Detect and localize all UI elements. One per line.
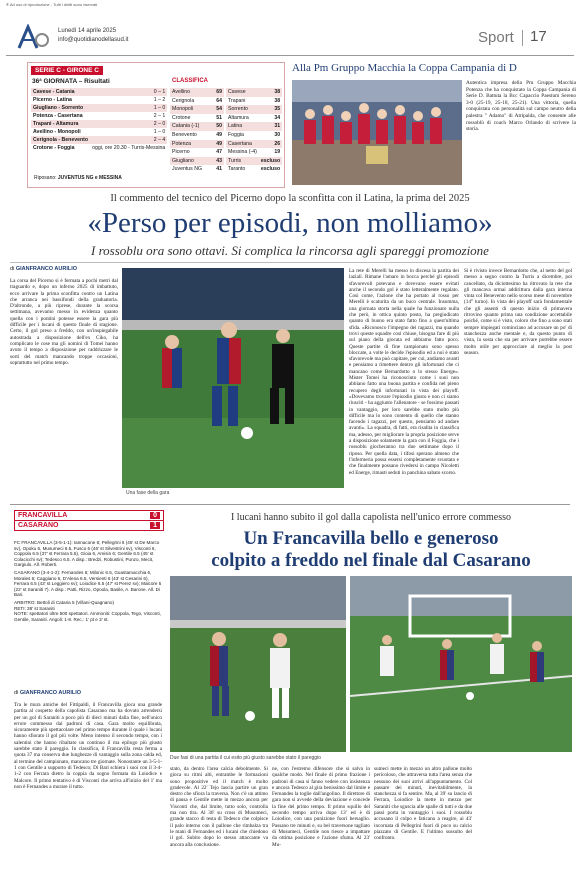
result-row (31, 104, 167, 112)
byline-prefix-2: di (14, 690, 19, 696)
result-match: Trapani - Altamura (31, 120, 90, 128)
result-row (31, 96, 167, 104)
standings-points: 30 (274, 131, 281, 138)
standings-row (170, 105, 224, 114)
copyright-note: ® Ad uso di riproduzione - Tutti i diritti sono riservati (6, 2, 98, 7)
standings-points: 31 (259, 122, 282, 131)
away-team: CASARANO (18, 522, 59, 529)
result-match: Avellino - Monopoli (33, 129, 81, 135)
result-row (31, 128, 167, 136)
result-match: Giugliano - Sorrento (31, 104, 90, 112)
rest-teams: JUVENTUS NG e MESSINA (57, 175, 122, 181)
standings-points: 69 (204, 88, 224, 97)
result-match: Picerno - Latina (33, 97, 72, 103)
result-score: 1 – 0 (153, 129, 166, 135)
standings-row (226, 157, 282, 166)
picerno-match-photo (122, 268, 344, 488)
contact-email: info@quotidianodellasud.it (58, 37, 129, 43)
result-match: Cerignola - Benevento (33, 137, 89, 143)
standings-team: Latina (226, 122, 259, 131)
standings-row (170, 148, 224, 157)
standings-points: 38 (259, 88, 282, 97)
result-row (31, 136, 167, 144)
tabellino-home: FC FRANCAVILLA (3-5-1-1): Iannacone 6; Pellegrini 6 (45' st De Marco sv), Opoku 6, Musumeci 6.5, Fusco 6 (46' st Silvestrini sv), Visconti 6, Coppola 6.5 (37' st Ferrara 5.5), Gioia 6, Amisin 6; Gentile 6.5 (45' st Colacicchi sv); Tedesco 6.5. A disp.: Bredzi, Robustini, Punzo, Mecit, Gargiulo. All. Roberti. (14, 540, 160, 568)
standings-team: Juventus NG (172, 166, 202, 173)
result-row (31, 88, 167, 96)
standings-points: escluso (260, 157, 281, 164)
standings-points: escluso (260, 166, 281, 173)
standings-points: 64 (216, 97, 222, 104)
standings-row (170, 88, 224, 97)
result-score: oggi, ore 20.30 - Turris-Messina (92, 145, 166, 151)
section-name: Sport (478, 29, 514, 46)
result-match: Crotone - Foggia (33, 145, 75, 151)
francavilla-col4: sumeci mette in mezzo un altro pallone molto pericoloso, che attraversa tutta l'area senza che nessuno dei suoi arrivi all'appuntamento. Col passare dei minuti, inevitabilmente, la stanchezza si fa sentire. Ma, al 39' su lancio di Ferrara, Loiodice la mette in mezzo per Saraniti che sguscia alle spalle di tutti e da due passi porta in vantaggio i suoi. I rossoblu accusano il colpo e faticano a reagire, ai 43' incornata di Pellegrini fuori di poco su calcio piazzato di Gentile. E l'ultimo sussulto del confronto. (374, 766, 472, 842)
standings-row (226, 88, 282, 97)
score-row-home (15, 511, 163, 521)
standings-team: Sorrento (226, 105, 259, 114)
results-list (31, 88, 165, 152)
standings-team: Casertana (226, 140, 259, 149)
standings-points: 26 (259, 140, 282, 149)
pm-headline: Alla Pm Gruppo Macchia la Coppa Campania di D (292, 62, 517, 74)
francavilla-headline-2: colpito a freddo nel finale dal Casarano (211, 550, 531, 571)
standings-points: 35 (259, 105, 282, 114)
standings-team: Avellino (170, 88, 204, 97)
standings-team: Cerignola (172, 97, 195, 104)
result-row (31, 120, 167, 128)
masthead-divider (522, 30, 523, 46)
away-score: 1 (150, 522, 160, 529)
standings-row (170, 157, 224, 166)
standings-points: 41 (216, 166, 222, 173)
picerno-col4: Sì è rivisto invece Bernardotto che, al netto del gol messo a segno contro la Turris a dicembre, poi cancellato, da diciottesimo ha ritrovato la rete che gli mancava ormai addirittura dalla gara interna vinta col Benevento nello scorso mese di novembre (14° turno). In vista dei playoff sarà fondamentale che gli assenti di questo inizio di primavera ritrovino quanto prima una condizione accettabile poiché, come si è visto, coloro che fino a sono stati sempre impiegati cominciano ad accusare un po' di stanchezza anche mentale e, da questo punto di vista, la sosta che sta per arrivare potrebbe essere molto utile per approcciare al meglio la post season. (464, 268, 572, 356)
picerno-col3-text: Mister Tomei ha riconosciuto come i suoi non abbiano fatto una buona partita e confida nel pieno recupero degli infortunati in vista dei playoff. «Dovevamo trovare l'episodio giusto e non ci siamo riusciti - ha aggiunto l'allenatore - se fossimo passati in vantaggio, per loro sarebbe stato molto più difficile ma lo sono contento di quello che stanno facendo i ragazzi, per questo, pensiamo ad andare avanti». La squadra, di fatti, era risalita in classifica ma, adesso, per migliorare la propria posizione serve a disposizione solamente la gara con il Foggia, che i rossoblu giocheranno tra due settimane dopo il riposo. Per quella data, i tifosi sperano almeno che l'infermeria possa essersi completamente svuotata e che finalmente possano rivedersi in campo Nicoletti ed Energe, rimasti seduti in panchina sabato scorso. (349, 375, 459, 476)
standings-team: Giugliano (170, 157, 204, 166)
standings-title: CLASSIFICA (172, 78, 208, 84)
standings-left (170, 88, 224, 174)
standings-team: Taranto (228, 166, 246, 173)
standings-row (170, 165, 224, 174)
standings-right (226, 88, 281, 174)
francavilla-col3: ne, con l'estremo difensore che si salva in qualche modo. Nel finale di primo frazione i padroni di casa si fanno vedere con insistenza e ancora Tedesco al gira benissimo dal limite e Fernandes la toglie dall'angolino. Il direttore di gara non si avvede della deviazione e concede la fine del primo tempo. Il primo squillo del secondo tempo arriva dopo 13' ed è di Loiodice, con una punizione fuori bersaglio. Passano tre minuti e, su bel traversone tagliato di Musumeci, Gentile non riesce a impattare da ottima posizione e l'azione sfuma. Al 23' Mu- (272, 766, 370, 848)
standings-row (226, 140, 282, 149)
francavilla-kicker: I lucani hanno subito il gol dalla capolista nell'unico errore commesso (230, 512, 512, 523)
tabellino-away: CASARANO (3-4-1-2): Fernandes 6; Milonic 6.5, Guastamacchia 6, Morales 6; Caggiano 6, D'Alena 6.5, Versienti 6 (43' st Cesarini 6), Ferrara 6.5 (43' st Leggiero sv); Loiodice 6.5 (47' st Perez sv); Malcore 5 (22' st Saraniti 7). A disp.: Patti, Rizzo, Opoola, Basile, A. Barone. All. Di Bari. (14, 569, 162, 598)
scoreboard (14, 510, 164, 531)
pm-team-photo (292, 80, 462, 185)
standings-points: 54 (204, 105, 224, 114)
picerno-byline (10, 266, 77, 272)
standings-team: Foggia (228, 131, 244, 138)
standings-points: 49 (216, 131, 222, 138)
result-score: 2 – 0 (90, 120, 167, 128)
francavilla-photo-2 (350, 576, 572, 752)
picerno-photo-caption: Una fase della gara (126, 490, 170, 496)
standings-team: Trapani (228, 97, 246, 104)
standings-points: 43 (204, 157, 224, 166)
standings-points: 50 (204, 122, 224, 131)
home-score: 0 (150, 512, 160, 519)
page-number: 17 (530, 28, 547, 45)
result-score: 0 – 1 (90, 88, 167, 96)
standings-team: Altamura (228, 114, 249, 121)
francavilla-photo-caption: Due fasi di una partita il cui esito più giusto sarebbe stato il pareggio (170, 755, 321, 761)
standings-row (226, 97, 282, 106)
home-team: FRANCAVILLA (18, 512, 68, 519)
standings-team: Crotone (172, 114, 191, 121)
round-number: 36ª GIORNATA (32, 78, 77, 85)
standings-row (226, 122, 282, 131)
tabellino-notes: NOTE: spettatori oltre 500 spettatori. Ammoniti: Coppola, Tego, Visconti, Gentile, Saraniti. Angoli: 1-8. Rec.: 1' pt e 3' st. (14, 611, 161, 622)
francavilla-photo-1 (170, 576, 346, 752)
result-score: 2 – 1 (153, 113, 166, 119)
picerno-col2-text: La rete di Merelli ha messo in discesa la partita dei laziali. Rimane l'amaro in bocca perché gli episodi sfavorevoli potevano e dovevano essere evitati anche il secondo gol è stato letteralmente regalato. Così come, l'azione che ha portato al rosso per Merelli è scaturita da un buco centrale. Insomma, una giornata storta nella quale ha funzionato nulla che però, in ottica quinto posto, ha pregiudicato quanto di buono era stato fatto fino a quest'ultima sfida. «Riconosco l'impegno dei ragazzi, ma quando trovi queste squadre così chiuse, bisogna fare di più sul piano della giocata ed abbiamo fatto poco. Queste partite di fine campionato sono spesso bloccate, a volte le decide l'episodio ed a noi è stato sfavorevole ma può capitare, per cui, andiamo avanti e pensiamo a rimettere dentro gli infortunati che ci mancano come Bernardotto o lo stesso Energe». (349, 268, 459, 375)
picerno-subhead: I rossoblu ora sono ottavi. Si complica la rincorsa agli spareggi promozione (91, 243, 489, 258)
masthead-rule (6, 55, 574, 56)
standings-team: Catania (-1) (170, 122, 204, 131)
tabellino (14, 540, 162, 688)
francavilla-col2: stato, da dentro l'area calcia debolmente. Si gioca su ritmi alti, entrambe le formazioni sono propositive ed il match è molto gradevole. Al 22' Tejo lascia partire un gran destro che sfiora la traversa. Non c'è un attimo di pausa e Gentile mette in mezzo ancora per Visconti che, dal limite, tutto solo, controlla ma non tira. Al 36' su cross di Musumeci, grande stacco di testa di Tedesco che colpisce il palo interno con il pallone che rimbalza tra le mani di Fernandes ed i lucani che chiedono il gol. Subito dopo lo stesso attaccante va ancora alla conclusione. (170, 766, 268, 848)
rest-note (34, 175, 122, 181)
standings-points: 47 (216, 149, 222, 156)
standings-row (226, 114, 282, 123)
standings-team: Cavese (226, 88, 259, 97)
result-match: Cavese - Catania (31, 88, 90, 96)
issue-date: Lunedì 14 aprile 2025 (58, 28, 117, 34)
serie-c-title: SERIE C - GIRONE C (31, 66, 103, 75)
byline-prefix: di (10, 266, 15, 272)
standings-points: 51 (216, 114, 222, 121)
round-title (32, 78, 110, 85)
standings-row (226, 105, 282, 114)
standings-row (170, 131, 224, 140)
standings-row (170, 114, 224, 123)
score-row-away (15, 521, 163, 530)
standings-row (226, 131, 282, 140)
result-match: Potenza - Casertana (33, 113, 83, 119)
standings-row (170, 97, 224, 106)
standings-team: Messina (-4) (228, 149, 257, 156)
byline-author-2: GIANFRANCO AURILIO (19, 690, 82, 696)
newspaper-logo (16, 24, 50, 50)
standings-team: Picerno (172, 149, 190, 156)
standings-row (226, 165, 282, 174)
picerno-col3 (349, 268, 459, 500)
round-sub: – Risultati (78, 78, 110, 85)
standings-team: Turris (226, 157, 259, 166)
standings-row (226, 148, 282, 157)
picerno-kicker: Il commento del tecnico del Picerno dopo la sconfitta con il Latina, la prima del 2025 (110, 193, 470, 204)
picerno-headline: «Perso per episodi, non molliamo» (87, 207, 493, 239)
result-row (31, 144, 167, 152)
standings-row (170, 122, 224, 131)
francavilla-col1: Tra le mura amiche del Fittipaldi, il Francavilla gioca una grande partita al cospetto della capolista Casarano ma ha dovuto arrendersi per un gol di Saraniti a poco più di dieci minuti dalla fine, nell'unico errore commesso dai padroni di casa. Gara molto equilibrata, sicuramente più spettacolare nel primo tempo durante il quale i lucani hanno sfiorato il gol più volte. Meno intenso il secondo tempo, con i salentini che hanno ribaltato un continuo il ma epilogo più giusto sarebbe stato il pareggio. In classifica, il Francavilla resta ferma a quota 37 ma conserva due lunghezze di vantaggio sulla zona calda ed, al termine del campionato, mancano tre giornate. Nonostante un 3-5-1-1 con Gentile a supporto di Tedesco; Di Bari schiera i suoi con il 3-4-1-2 con Ferrara dietro la coppia da sogno formata da Loiodice e Malcore. Il primo tentativo è di Visconti che arriva all'inizio del 1' ma non è Fernandes a murare il tutto. (14, 702, 162, 790)
tabellino-referee: ARBITRO: Bettoli di Cataria 5 (Villani-Quagnano) (14, 599, 115, 605)
standings-team: Monopoli (170, 105, 204, 114)
result-score: 2 – 4 (90, 136, 167, 144)
tabellino-goals: RETI: 38' st Saraniti (14, 605, 55, 611)
section-divider (10, 504, 570, 505)
result-score: 1 – 2 (153, 97, 166, 103)
byline-author: GIANFRANCO AURILIO (15, 266, 78, 272)
francavilla-byline (14, 690, 81, 696)
result-score: 1 – 0 (90, 104, 167, 112)
standings-team: Benevento (172, 131, 197, 138)
francavilla-headline-1: Un Francavilla bello e generoso (243, 528, 499, 549)
serie-c-box (27, 62, 285, 188)
result-row (31, 112, 167, 120)
standings-points: 19 (274, 149, 281, 156)
standings-points: 34 (274, 114, 281, 121)
standings-team: Potenza (170, 140, 204, 149)
standings-row (170, 140, 224, 149)
rest-label: Riposano: (34, 175, 57, 181)
picerno-col1: La corsa del Picerno si è fermata a pochi metri dal traguardo e, dopo un inferno 2025 di imbattuto, ecco arrivare la prima sconfitta contro un Latina che arranca nei bassifondi della graduatoria. D'altronde, a più riprese, durante la scorsa settimana, avevamo messo in evidenza quanto quella con i pontini potesse essere la gara più difficile per i lucani di questo finale di stagione. Certo, il gol preso a freddo, con un'inspiegabile autostrada a disposizione dell'ex Ciko, ha complicato le cose ma gli uomini di Tomei hanno avuto il tempo a disposizione per raddrizzare le sorti del match mancando troppe occasioni, soprattutto nel primo tempo. (10, 278, 118, 366)
picerno-rule (10, 262, 570, 263)
pm-body: Autentica impresa della Pm Gruppo Macchia Potenza che ha conquistato la Coppa Campania di Serie D. Battuta la Bcc Capaccio Paestum Sereno 3-0 (25-19, 25-18, 25-21). Una vittoria, quella conquistata con personalità sul campo neutro della palestra " Adamo" di Atripalda, che consente alle rossoblù di coach Marco Orlando di scrivere la storia. (466, 80, 576, 133)
standings-points: 49 (204, 140, 224, 149)
standings-points: 38 (274, 97, 281, 104)
